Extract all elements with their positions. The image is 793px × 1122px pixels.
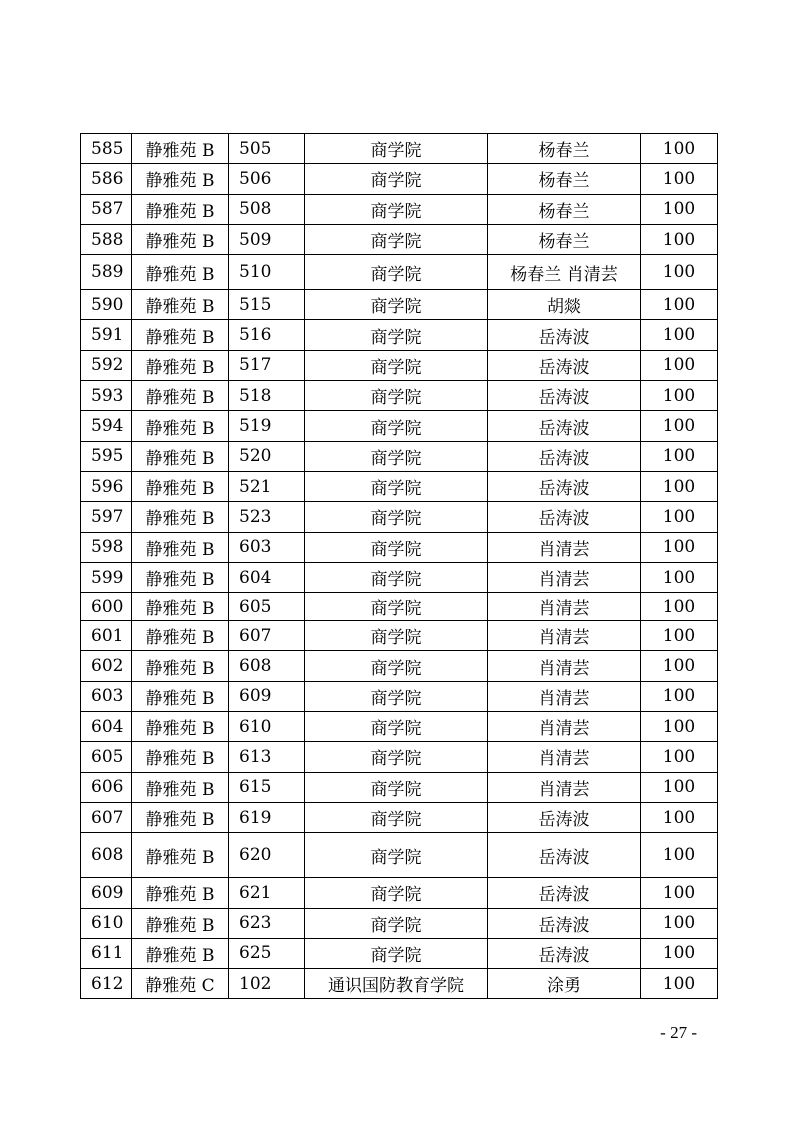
row-number-cell: 612 xyxy=(81,969,132,999)
table-row xyxy=(81,381,718,411)
staff-cell: 岳涛波 xyxy=(488,411,641,441)
score-cell: 100 xyxy=(641,621,718,651)
staff-cell: 岳涛波 xyxy=(488,320,641,350)
room-cell: 615 xyxy=(229,772,305,802)
table-row xyxy=(81,908,718,938)
score-cell: 100 xyxy=(641,350,718,380)
college-cell: 商学院 xyxy=(305,350,488,380)
table-row xyxy=(81,255,718,290)
table-row xyxy=(81,878,718,908)
score-cell: 100 xyxy=(641,471,718,501)
table-row xyxy=(81,833,718,878)
row-number-cell: 587 xyxy=(81,194,132,224)
staff-cell: 肖清芸 xyxy=(488,532,641,562)
page-number: - 27 - xyxy=(660,1023,697,1042)
score-cell: 100 xyxy=(641,290,718,320)
staff-cell: 肖清芸 xyxy=(488,681,641,711)
table-row xyxy=(81,164,718,194)
building-cell: 静雅苑 B xyxy=(132,164,229,194)
row-number-cell: 607 xyxy=(81,802,132,832)
building-cell: 静雅苑 B xyxy=(132,593,229,621)
staff-cell: 肖清芸 xyxy=(488,621,641,651)
row-number-cell: 599 xyxy=(81,562,132,592)
staff-cell: 岳涛波 xyxy=(488,502,641,532)
building-cell: 静雅苑 B xyxy=(132,224,229,254)
row-number-cell: 585 xyxy=(81,134,132,164)
room-cell: 515 xyxy=(229,290,305,320)
row-number-cell: 594 xyxy=(81,411,132,441)
score-cell: 100 xyxy=(641,224,718,254)
room-cell: 603 xyxy=(229,532,305,562)
college-cell: 商学院 xyxy=(305,502,488,532)
staff-cell: 岳涛波 xyxy=(488,908,641,938)
college-cell: 通识国防教育学院 xyxy=(305,969,488,999)
table-row xyxy=(81,681,718,711)
row-number-cell: 606 xyxy=(81,772,132,802)
row-number-cell: 590 xyxy=(81,290,132,320)
table-row xyxy=(81,224,718,254)
score-cell: 100 xyxy=(641,502,718,532)
staff-cell: 杨春兰 肖清芸 xyxy=(488,255,641,290)
row-number-cell: 592 xyxy=(81,350,132,380)
college-cell: 商学院 xyxy=(305,562,488,592)
table-row xyxy=(81,712,718,742)
table-row xyxy=(81,772,718,802)
college-cell: 商学院 xyxy=(305,651,488,681)
college-cell: 商学院 xyxy=(305,681,488,711)
building-cell: 静雅苑 B xyxy=(132,350,229,380)
row-number-cell: 591 xyxy=(81,320,132,350)
table-row xyxy=(81,532,718,562)
row-number-cell: 593 xyxy=(81,381,132,411)
score-cell: 100 xyxy=(641,969,718,999)
row-number-cell: 586 xyxy=(81,164,132,194)
college-cell: 商学院 xyxy=(305,833,488,878)
score-cell: 100 xyxy=(641,651,718,681)
room-cell: 505 xyxy=(229,134,305,164)
building-cell: 静雅苑 B xyxy=(132,441,229,471)
college-cell: 商学院 xyxy=(305,742,488,772)
college-cell: 商学院 xyxy=(305,471,488,501)
table-row xyxy=(81,320,718,350)
building-cell: 静雅苑 B xyxy=(132,502,229,532)
staff-cell: 肖清芸 xyxy=(488,593,641,621)
staff-cell: 肖清芸 xyxy=(488,772,641,802)
building-cell: 静雅苑 B xyxy=(132,938,229,968)
staff-cell: 岳涛波 xyxy=(488,471,641,501)
row-number-cell: 588 xyxy=(81,224,132,254)
staff-cell: 杨春兰 xyxy=(488,224,641,254)
table-row xyxy=(81,651,718,681)
college-cell: 商学院 xyxy=(305,938,488,968)
room-cell: 509 xyxy=(229,224,305,254)
table-row xyxy=(81,290,718,320)
building-cell: 静雅苑 B xyxy=(132,833,229,878)
room-cell: 520 xyxy=(229,441,305,471)
staff-cell: 涂勇 xyxy=(488,969,641,999)
row-number-cell: 609 xyxy=(81,878,132,908)
staff-cell: 岳涛波 xyxy=(488,381,641,411)
score-cell: 100 xyxy=(641,562,718,592)
table-row xyxy=(81,621,718,651)
college-cell: 商学院 xyxy=(305,255,488,290)
building-cell: 静雅苑 C xyxy=(132,969,229,999)
college-cell: 商学院 xyxy=(305,224,488,254)
room-cell: 517 xyxy=(229,350,305,380)
building-cell: 静雅苑 B xyxy=(132,255,229,290)
row-number-cell: 601 xyxy=(81,621,132,651)
staff-cell: 肖清芸 xyxy=(488,562,641,592)
score-cell: 100 xyxy=(641,938,718,968)
score-cell: 100 xyxy=(641,742,718,772)
building-cell: 静雅苑 B xyxy=(132,651,229,681)
row-number-cell: 602 xyxy=(81,651,132,681)
building-cell: 静雅苑 B xyxy=(132,712,229,742)
college-cell: 商学院 xyxy=(305,772,488,802)
score-cell: 100 xyxy=(641,681,718,711)
room-cell: 508 xyxy=(229,194,305,224)
college-cell: 商学院 xyxy=(305,320,488,350)
building-cell: 静雅苑 B xyxy=(132,134,229,164)
college-cell: 商学院 xyxy=(305,441,488,471)
staff-cell: 岳涛波 xyxy=(488,938,641,968)
row-number-cell: 589 xyxy=(81,255,132,290)
room-cell: 521 xyxy=(229,471,305,501)
room-cell: 604 xyxy=(229,562,305,592)
college-cell: 商学院 xyxy=(305,593,488,621)
table-row xyxy=(81,593,718,621)
room-cell: 506 xyxy=(229,164,305,194)
score-cell: 100 xyxy=(641,411,718,441)
row-number-cell: 598 xyxy=(81,532,132,562)
row-number-cell: 605 xyxy=(81,742,132,772)
college-cell: 商学院 xyxy=(305,411,488,441)
score-cell: 100 xyxy=(641,908,718,938)
room-cell: 102 xyxy=(229,969,305,999)
room-cell: 605 xyxy=(229,593,305,621)
college-cell: 商学院 xyxy=(305,908,488,938)
score-cell: 100 xyxy=(641,593,718,621)
building-cell: 静雅苑 B xyxy=(132,681,229,711)
room-cell: 613 xyxy=(229,742,305,772)
staff-cell: 岳涛波 xyxy=(488,833,641,878)
score-cell: 100 xyxy=(641,320,718,350)
staff-cell: 肖清芸 xyxy=(488,712,641,742)
table-row xyxy=(81,350,718,380)
room-cell: 608 xyxy=(229,651,305,681)
row-number-cell: 596 xyxy=(81,471,132,501)
building-cell: 静雅苑 B xyxy=(132,194,229,224)
row-number-cell: 600 xyxy=(81,593,132,621)
row-number-cell: 597 xyxy=(81,502,132,532)
staff-cell: 杨春兰 xyxy=(488,194,641,224)
score-cell: 100 xyxy=(641,164,718,194)
score-cell: 100 xyxy=(641,833,718,878)
college-cell: 商学院 xyxy=(305,194,488,224)
score-cell: 100 xyxy=(641,134,718,164)
row-number-cell: 595 xyxy=(81,441,132,471)
room-cell: 523 xyxy=(229,502,305,532)
building-cell: 静雅苑 B xyxy=(132,532,229,562)
college-cell: 商学院 xyxy=(305,802,488,832)
score-cell: 100 xyxy=(641,441,718,471)
score-cell: 100 xyxy=(641,712,718,742)
table-row xyxy=(81,562,718,592)
row-number-cell: 611 xyxy=(81,938,132,968)
row-number-cell: 608 xyxy=(81,833,132,878)
building-cell: 静雅苑 B xyxy=(132,562,229,592)
building-cell: 静雅苑 B xyxy=(132,381,229,411)
room-cell: 610 xyxy=(229,712,305,742)
table-row xyxy=(81,969,718,999)
score-cell: 100 xyxy=(641,802,718,832)
score-cell: 100 xyxy=(641,381,718,411)
building-cell: 静雅苑 B xyxy=(132,320,229,350)
staff-cell: 胡燚 xyxy=(488,290,641,320)
score-cell: 100 xyxy=(641,772,718,802)
score-cell: 100 xyxy=(641,194,718,224)
building-cell: 静雅苑 B xyxy=(132,878,229,908)
college-cell: 商学院 xyxy=(305,134,488,164)
room-cell: 609 xyxy=(229,681,305,711)
building-cell: 静雅苑 B xyxy=(132,621,229,651)
building-cell: 静雅苑 B xyxy=(132,802,229,832)
room-cell: 510 xyxy=(229,255,305,290)
table-row xyxy=(81,194,718,224)
building-cell: 静雅苑 B xyxy=(132,908,229,938)
room-cell: 619 xyxy=(229,802,305,832)
college-cell: 商学院 xyxy=(305,164,488,194)
staff-cell: 岳涛波 xyxy=(488,441,641,471)
table-row xyxy=(81,938,718,968)
staff-cell: 肖清芸 xyxy=(488,651,641,681)
staff-cell: 岳涛波 xyxy=(488,350,641,380)
college-cell: 商学院 xyxy=(305,878,488,908)
college-cell: 商学院 xyxy=(305,290,488,320)
table-row xyxy=(81,502,718,532)
score-cell: 100 xyxy=(641,532,718,562)
score-cell: 100 xyxy=(641,255,718,290)
building-cell: 静雅苑 B xyxy=(132,772,229,802)
row-number-cell: 603 xyxy=(81,681,132,711)
staff-cell: 肖清芸 xyxy=(488,742,641,772)
room-cell: 607 xyxy=(229,621,305,651)
room-cell: 621 xyxy=(229,878,305,908)
room-cell: 518 xyxy=(229,381,305,411)
staff-cell: 杨春兰 xyxy=(488,164,641,194)
building-cell: 静雅苑 B xyxy=(132,742,229,772)
college-cell: 商学院 xyxy=(305,621,488,651)
staff-cell: 岳涛波 xyxy=(488,802,641,832)
staff-cell: 杨春兰 xyxy=(488,134,641,164)
table-row xyxy=(81,441,718,471)
table-row xyxy=(81,471,718,501)
row-number-cell: 610 xyxy=(81,908,132,938)
building-cell: 静雅苑 B xyxy=(132,411,229,441)
college-cell: 商学院 xyxy=(305,532,488,562)
table-row xyxy=(81,134,718,164)
college-cell: 商学院 xyxy=(305,381,488,411)
building-cell: 静雅苑 B xyxy=(132,471,229,501)
building-cell: 静雅苑 B xyxy=(132,290,229,320)
college-cell: 商学院 xyxy=(305,712,488,742)
table-body xyxy=(81,134,718,999)
table-row xyxy=(81,411,718,441)
staff-cell: 岳涛波 xyxy=(488,878,641,908)
room-cell: 516 xyxy=(229,320,305,350)
score-cell: 100 xyxy=(641,878,718,908)
room-cell: 623 xyxy=(229,908,305,938)
table-row xyxy=(81,742,718,772)
row-number-cell: 604 xyxy=(81,712,132,742)
room-cell: 625 xyxy=(229,938,305,968)
room-cell: 620 xyxy=(229,833,305,878)
room-cell: 519 xyxy=(229,411,305,441)
room-inspection-table xyxy=(80,133,718,999)
table-row xyxy=(81,802,718,832)
